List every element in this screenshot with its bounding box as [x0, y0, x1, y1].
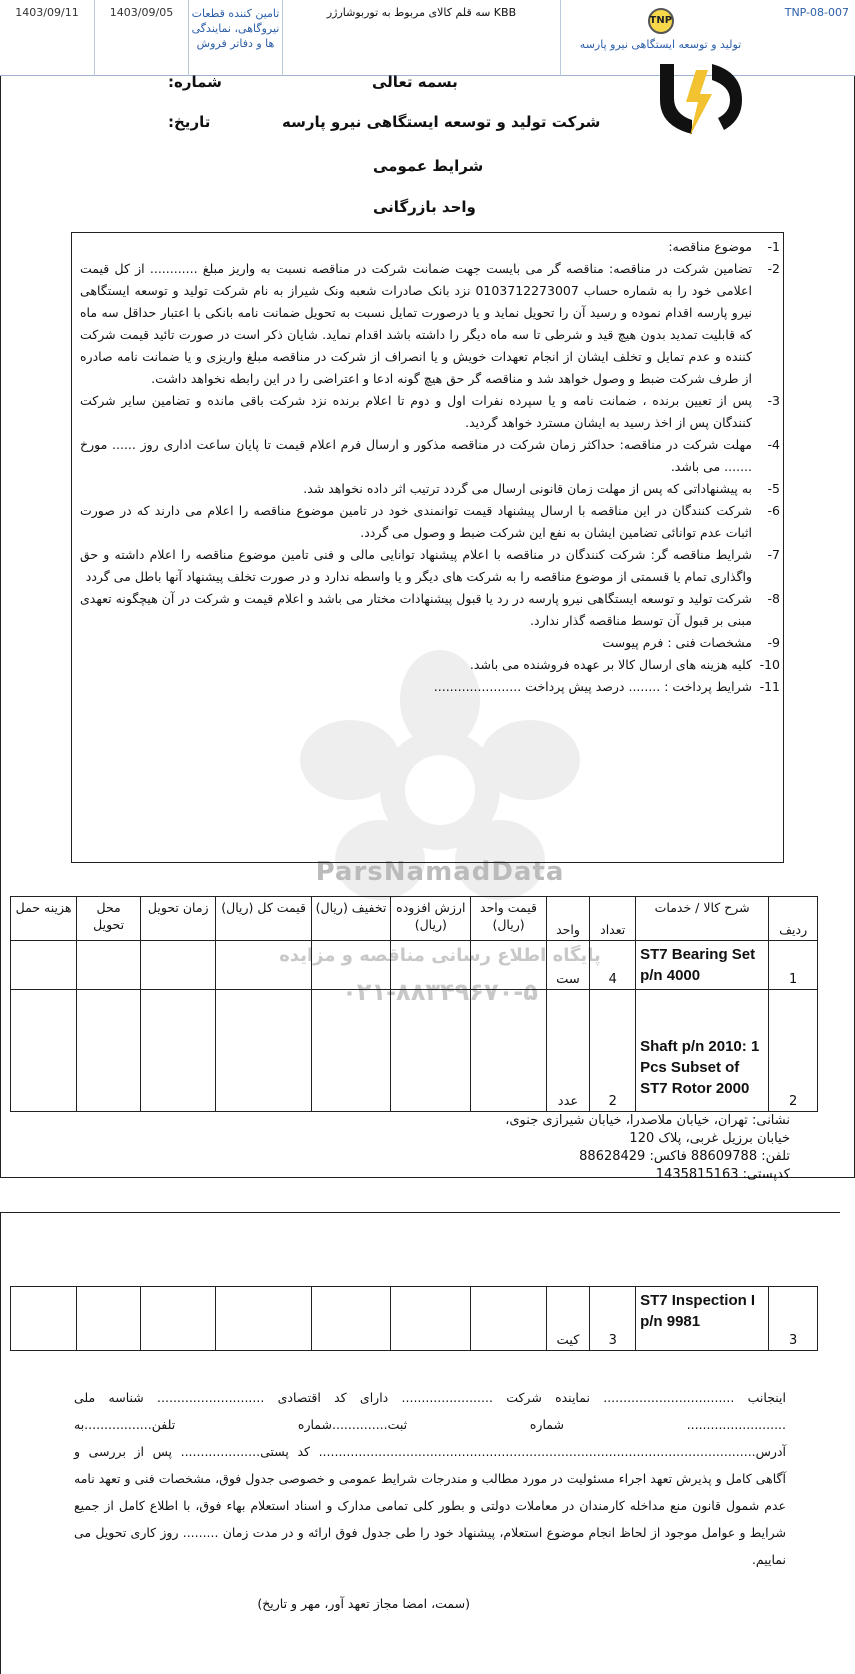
condition-text: مشخصات فنی : فرم پیوست — [602, 635, 752, 650]
table-header-row — [11, 897, 818, 941]
item-unit-price — [471, 941, 546, 990]
item-total-price — [216, 990, 312, 1112]
unit-title: واحد بازرگانی — [373, 198, 476, 216]
item-description: ST7 Bearing Set p/n 4000 — [636, 941, 769, 990]
col-header-discount: تخفیف (ریال) — [311, 897, 390, 941]
watermark-subtitle: پایگاه اطلاع رسانی مناقصه و مزایده — [279, 945, 601, 966]
item-total-price — [216, 941, 312, 990]
letterhead-company: شرکت تولید و توسعه ایستگاهی نیرو پارسه — [282, 113, 601, 131]
item-vat — [391, 990, 471, 1112]
condition-text: کلیه هزینه های ارسال کالا بر عهده فروشنده می باشد. — [469, 657, 752, 672]
condition-number: 3- — [767, 393, 780, 408]
item-unit: ست — [546, 941, 590, 990]
condition-item — [80, 236, 780, 258]
condition-number: 6- — [767, 503, 780, 518]
item-unit-price — [471, 990, 546, 1112]
col-header-row-no: ردیف — [769, 897, 818, 941]
address-line-2: خیابان برزیل غربی، پلاک 120 — [629, 1131, 790, 1146]
item-delivery-time — [141, 1287, 216, 1351]
condition-number: 1- — [767, 239, 780, 254]
phone-fax: تلفن: 88609788 فاکس: 88628429 — [579, 1149, 790, 1164]
item-description: ST7 Inspection I p/n 9981 — [636, 1287, 769, 1351]
general-conditions-title: شرایط عمومی — [373, 157, 484, 175]
basmala: بسمه تعالی — [372, 73, 458, 91]
item-delivery-time — [141, 990, 216, 1112]
condition-item — [80, 478, 780, 500]
col-header-shipping-cost: هزینه حمل — [11, 897, 77, 941]
item-qty: 2 — [590, 990, 636, 1112]
condition-number: 4- — [767, 437, 780, 452]
condition-number: 8- — [767, 591, 780, 606]
item-vat — [391, 941, 471, 990]
condition-text: شرکت تولید و توسعه ایستگاهی نیرو پارسه در رد یا قبول پیشنهادات مختار می باشد و اعلام قیمت و شرکت در آن هیچگونه تعهدی مبنی بر قبول آن توسط مناقصه گذار ندارد. — [80, 591, 752, 628]
item-shipping-cost — [11, 941, 77, 990]
item-shipping-cost — [11, 1287, 77, 1351]
bidder-pledge-text: اینجانب ................................. نماینده شرکت ....................... دارای کد اقتصادی ........................... شناسه ملی ......................... شماره ثبت..............شماره تلفن.................به آدرس.............................................................................................................. کد پستی.................... پس از بررسی و آگاهی کامل و پذیرش تعهد اجراء مسئولیت در مورد مطالب و مندرجات شرایط عمومی و خصوصی جدول فوق، مشخصات فنی و تعهد نامه عدم شمول قانون منع مداخله کارمندان در معاملات دولتی و بطور کلی تمامی مدارک و اسناد استعلام بهاء فوق، با اطلاع کامل از جمیع شرایط و عوامل موجود از لحاظ انجام موضوع استعلام، پیشنهاد خود را طی جدول فوق ارائه و در مدت زمان ......... روز کاری تحویل می نماییم. — [74, 1390, 786, 1567]
col-header-qty: تعداد — [590, 897, 636, 941]
table-row — [11, 990, 818, 1112]
row-number: 3 — [769, 1287, 818, 1351]
condition-item — [80, 544, 780, 588]
condition-text: پس از تعیین برنده ، ضمانت نامه و یا سپرده نفرات اول و دوم تا اعلام برنده نزد شرکت باقی مانده و تضامین سایر شرکت کنندگان پس از اخذ رسید به ایشان مسترد خواهد گردید. — [80, 393, 752, 430]
item-delivery-time — [141, 941, 216, 990]
condition-text: تضامین شرکت در مناقصه: مناقصه گر می بایست جهت ضمانت شرکت در مناقصه نسبت به واریز مبلغ ............ از کل قیمت اعلامی خود را به شماره حساب 0103712273007 نزد بانک صادرات شعبه ونک شیراز به نام شرکت تولید و توسعه ایستگاهی نیرو پارسه اقدام نموده و رسید آن را تحویل نماید و یا درصورت تمایل نسبت به تحویل ضمانت نامه بانکی با اعتبار حداقل سه ماه که قابلیت تمدید بدون هیچ قید و شرطی تا سه ماه دیگر را داشته باشد اقدام نماید. شایان ذکر است در صورت تائید قیمت شرکت کننده و عدم تمایل و تخلف ایشان از انجام تعهدات خویش و یا انصراف از شرکت در مناقصه مبلغ واریزی و یا ضمانت نامه صادره از طرف شرکت ضبط و وصول خواهد شد و مناقصه گر حق هیچ گونه ادعا و اعتراضی را در این رابطه نخواهد داشت. — [80, 261, 752, 386]
deadline-date: 1403/09/11 — [15, 6, 79, 19]
item-unit: کیت — [546, 1287, 590, 1351]
condition-text: مهلت شرکت در مناقصه: حداکثر زمان شرکت در مناقصه مذکور و ارسال فرم اعلام قیمت تا پایان ساعت اداری روز ...... مورخ ....... می باشد. — [80, 437, 752, 474]
condition-text: شرایط مناقصه گر: شرکت کنندگان در مناقصه با اعلام پیشنهاد توانایی مالی و فنی تامین موضوع مناقصه را اعلام داشته و حق واگذاری تمام یا قسمتی از موضوع مناقصه را به شرکت های دیگر و یا واسطه ندارد و در صورت تخلف پیشنهاد آنها باطل می گردد — [80, 547, 752, 584]
condition-item — [80, 500, 780, 544]
col-header-delivery-place: محل تحویل — [77, 897, 141, 941]
col-header-vat: ارزش افزوده (ریال) — [391, 897, 471, 941]
watermark-phone: ۰۲۱-۸۸۳۴۹۶۷۰-۵ — [342, 978, 538, 1006]
company-logo-large-icon — [652, 60, 744, 140]
tender-subject: سه قلم کالای مربوط به توربوشارژر KBB — [282, 0, 560, 76]
tender-category: تامین کننده قطعات نیروگاهی، نمایندگی ها و دفاتر فروش — [188, 0, 282, 76]
condition-text: شرایط پرداخت : ........ درصد پیش پرداخت ...................... — [433, 679, 752, 694]
item-qty: 3 — [590, 1287, 636, 1351]
condition-item — [80, 390, 780, 434]
item-description: Shaft p/n 2010: 1 Pcs Subset of ST7 Rotor 2000 — [636, 990, 769, 1112]
item-discount — [311, 990, 390, 1112]
condition-text: شرکت کنندگان در این مناقصه با ارسال پیشنهاد قیمت توانمندی خود در تامین موضوع مناقصه را اعلام می دارند که در صورت اثبات عدم توانائی تضامین ایشان به نفع این شرکت ضبط و وصول می گردد. — [80, 503, 752, 540]
condition-item — [80, 654, 780, 676]
condition-text: موضوع مناقصه: — [668, 239, 752, 254]
items-table — [10, 896, 818, 1112]
row-number: 1 — [769, 941, 818, 990]
watermark-brand: ParsNamadData — [315, 857, 565, 887]
condition-item — [80, 632, 780, 654]
item-discount — [311, 941, 390, 990]
condition-number: 9- — [767, 635, 780, 650]
col-header-unit-price: قیمت واحد (ریال) — [471, 897, 546, 941]
header-company-name: تولید و توسعه ایستگاهی نیرو پارسه — [579, 38, 742, 51]
condition-item — [80, 434, 780, 478]
col-header-delivery-time: زمان تحویل — [141, 897, 216, 941]
condition-item — [80, 676, 780, 698]
item-discount — [311, 1287, 390, 1351]
item-delivery-place — [77, 1287, 141, 1351]
condition-number: 11- — [759, 679, 780, 694]
date-label: تاریخ: — [168, 113, 211, 131]
signature-line: (سمت، امضا مجاز تعهد آور، مهر و تاریخ) — [257, 1596, 470, 1611]
item-vat — [391, 1287, 471, 1351]
condition-number: 10- — [759, 657, 780, 672]
items-table-continued — [10, 1286, 818, 1351]
item-unit: عدد — [546, 990, 590, 1112]
table-row — [11, 941, 818, 990]
item-shipping-cost — [11, 990, 77, 1112]
col-header-unit: واحد — [546, 897, 590, 941]
company-address — [440, 1112, 790, 1184]
number-label: شماره: — [168, 73, 222, 91]
condition-text: به پیشنهاداتی که پس از مهلت زمان قانونی ارسال می گردد ترتیب اثر داده نخواهد شد. — [303, 481, 752, 496]
condition-item — [80, 588, 780, 632]
item-qty: 4 — [590, 941, 636, 990]
condition-item — [80, 258, 780, 390]
document-code: TNP-08-007 — [784, 6, 849, 19]
condition-number: 5- — [767, 481, 780, 496]
col-header-description: شرح کالا / خدمات — [636, 897, 769, 941]
conditions-list — [80, 236, 780, 698]
publish-date: 1403/09/05 — [94, 0, 188, 76]
item-unit-price — [471, 1287, 546, 1351]
company-logo-icon: TNP — [648, 8, 674, 34]
table-row — [11, 1287, 818, 1351]
col-header-total-price: قیمت کل (ریال) — [216, 897, 312, 941]
address-line-1: نشانی: تهران، خیابان ملاصدرا، خیابان شیرازی جنوی، — [505, 1113, 790, 1128]
condition-number: 2- — [767, 261, 780, 276]
condition-number: 7- — [767, 547, 780, 562]
item-delivery-place — [77, 990, 141, 1112]
row-number: 2 — [769, 990, 818, 1112]
item-delivery-place — [77, 941, 141, 990]
postal-code: کدپستی: 1435815163 — [655, 1167, 790, 1182]
item-total-price — [216, 1287, 312, 1351]
